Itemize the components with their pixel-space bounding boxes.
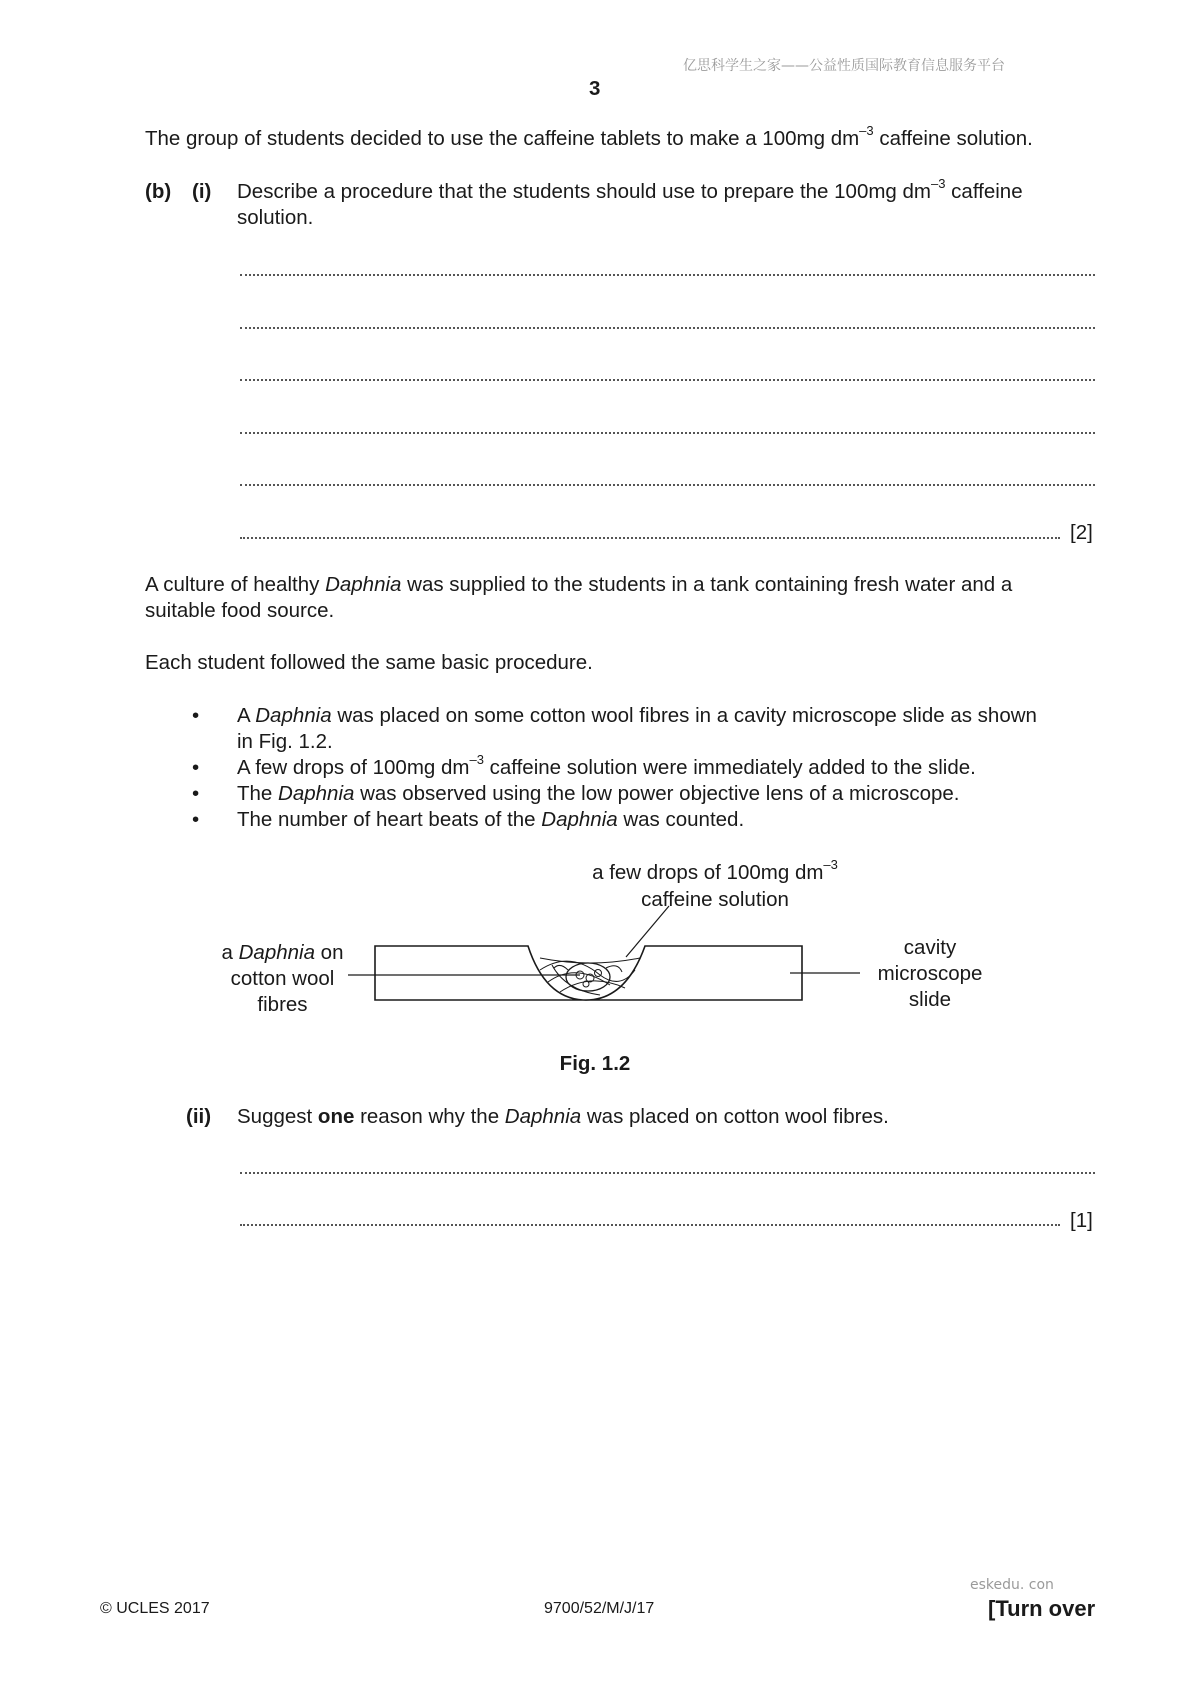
- marks-label: [1]: [1070, 1209, 1093, 1232]
- site-watermark: eskedu. con: [970, 1577, 1054, 1593]
- figure-label-slide-cont2: slide: [908, 988, 952, 1011]
- part-b-label: (b): [145, 180, 172, 203]
- bullet-item: The number of heart beats of the Daphnia was counted.: [237, 808, 745, 831]
- bullet-item-cont: in Fig. 1.2.: [237, 730, 333, 753]
- paper-code: 9700/52/M/J/17: [544, 1600, 655, 1617]
- figure-label-daphnia: a Daphnia on: [221, 941, 344, 964]
- bullet-marker: •: [192, 782, 200, 805]
- answer-line[interactable]: [240, 1150, 1095, 1174]
- figure-label-daphnia-cont2: fibres: [257, 993, 308, 1016]
- cavity-slide-drawing: [375, 946, 802, 1000]
- bullet-item: A Daphnia was placed on some cotton wool fibres in a cavity microscope slide as shown: [237, 704, 1037, 727]
- page-number: 3: [589, 77, 601, 100]
- figure-caption: Fig. 1.2: [559, 1052, 631, 1075]
- bullet-marker: •: [192, 756, 200, 779]
- question-ii-text: Suggest one reason why the Daphnia was placed on cotton wool fibres.: [237, 1105, 889, 1128]
- question-b-i-text: Describe a procedure that the students should use to prepare the 100mg $dm^{-3}$ caffeine: [237, 176, 1023, 203]
- bullet-item: A few drops of 100mg $dm^{-3}$ caffeine solution were immediately added to the slide.: [237, 752, 976, 779]
- watermark-text: 亿思科学生之家——公益性质国际教育信息服务平台: [683, 58, 1005, 74]
- part-i-label: (i): [192, 180, 212, 203]
- figure-label-daphnia-cont: cotton wool: [230, 967, 335, 990]
- culture-text: A culture of healthy Daphnia was supplied to the students in a tank containing fresh water and a: [145, 573, 1013, 596]
- part-ii-label: (ii): [186, 1105, 212, 1128]
- culture-text-cont: suitable food source.: [145, 599, 335, 622]
- marks-label: [2]: [1070, 521, 1093, 544]
- figure-label-caffeine-cont: caffeine solution: [641, 888, 789, 911]
- bullet-marker: •: [192, 808, 200, 831]
- figure-label-slide: cavity: [903, 936, 957, 959]
- bullet-marker: •: [192, 704, 200, 727]
- copyright: © UCLES 2017: [100, 1600, 210, 1617]
- procedure-intro: Each student followed the same basic procedure.: [145, 651, 593, 674]
- intro-text: The group of students decided to use the caffeine tablets to make a 100mg $dm^{-3}$ caffeine solution.: [145, 123, 1033, 150]
- figure-label-slide-cont: microscope: [877, 962, 983, 985]
- bullet-item: The Daphnia was observed using the low power objective lens of a microscope.: [237, 782, 960, 805]
- figure-label-caffeine: a few drops of 100mg $dm^{-3}$: [592, 857, 838, 884]
- turn-over: [Turn over: [988, 1596, 1096, 1621]
- answer-line[interactable]: [240, 1202, 1060, 1226]
- question-b-i-text-cont: solution.: [237, 206, 314, 229]
